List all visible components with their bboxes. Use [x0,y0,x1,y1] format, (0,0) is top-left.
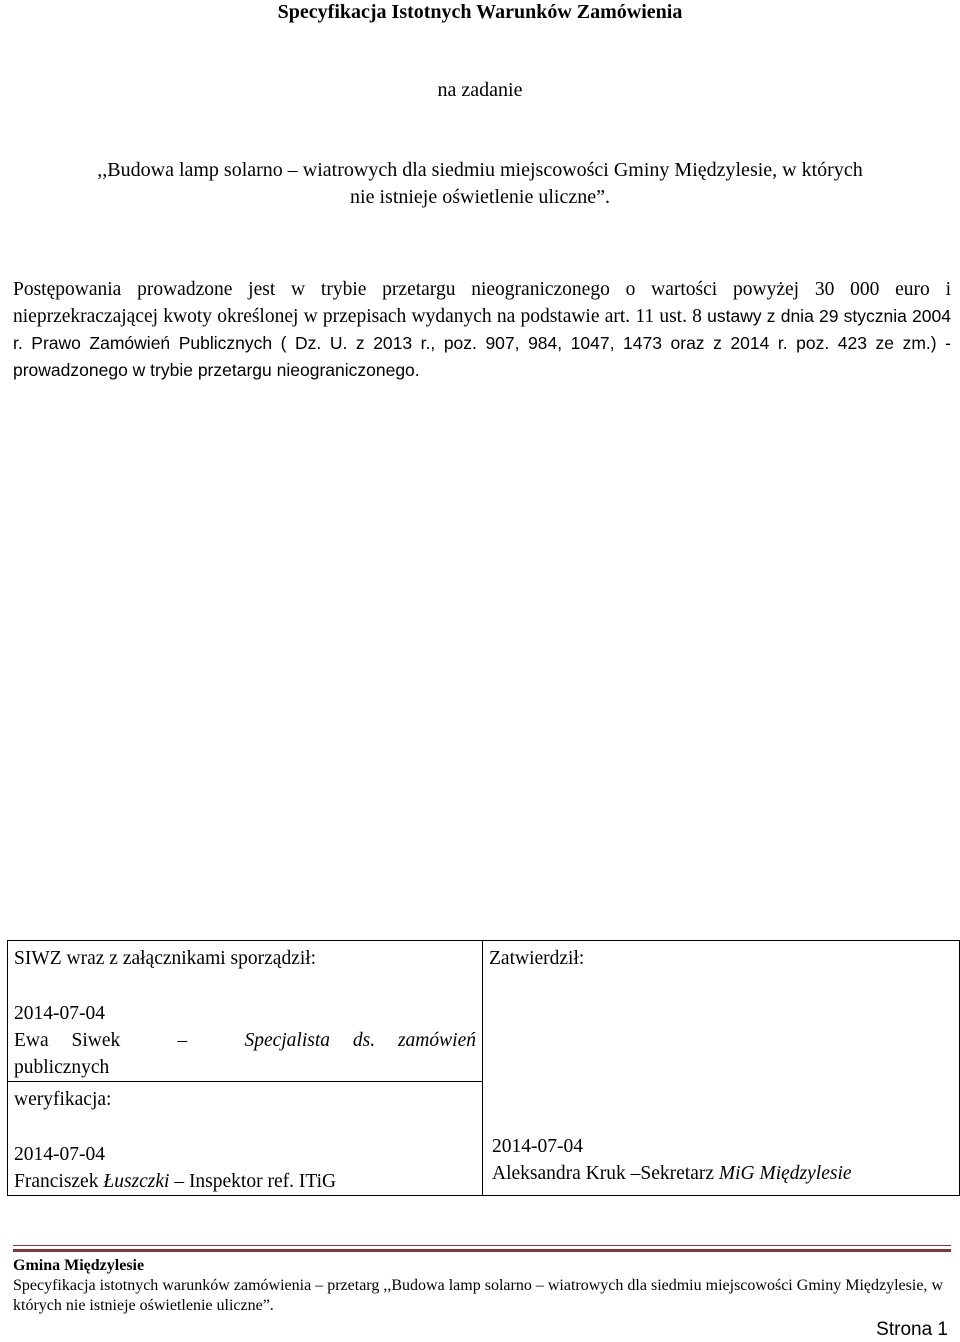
prepared-by-label: SIWZ wraz z załącznikami sporządził: [14,948,317,969]
verified-by-label: weryfikacja: [14,1089,112,1110]
page-number: Strona 1 [876,1319,948,1340]
footer-rule-thick [13,1249,951,1252]
approved-by-label: Zatwierdził: [489,948,585,969]
prepared-by-title-cont: publicznych [14,1057,110,1078]
prepared-by-name-line [14,1027,476,1054]
verified-by-date: 2014-07-04 [14,1144,105,1165]
project-name-line-2: nie istnieje oświetlenie uliczne”. [350,186,610,208]
footer-organization: Gmina Międzylesie [13,1257,145,1274]
document-subtitle: na zadanie [437,79,523,101]
procedure-description-part-2: ustawy z dnia 29 stycznia 2004 r. Prawo Zamówień Publicznych ( Dz. U. z 2013 r., poz. 907, 984, 1047, 1473 oraz z 2014 r. poz. 423 ze zm.) - prowadzonego w trybie przetargu nieograniczonego. [13,306,951,380]
approved-by-org: MiG Międzylesie [718,1163,852,1184]
procedure-description [13,276,951,384]
approved-by-date: 2014-07-04 [492,1136,583,1157]
footer-rule-thin [13,1245,951,1246]
prepared-by-dash: – [177,1030,188,1051]
verified-by-role: – Inspektor ref. ITiG [169,1171,337,1192]
project-name-line-1: ,,Budowa lamp solarno – wiatrowych dla siedmiu miejscowości Gminy Międzylesie, w których [97,159,863,181]
verified-by-cell [8,1082,483,1196]
document-title: Specyfikacja Istotnych Warunków Zamówienia [277,1,683,23]
approved-by-name: Aleksandra Kruk –Sekretarz [492,1163,719,1184]
project-name [0,157,960,211]
verified-by-last-name: Łuszczki [103,1171,170,1192]
prepared-by-cell [8,941,483,1082]
procedure-description-part-1: Postępowania prowadzone jest w trybie przetargu nieograniczonego o wartości powyżej 30 000 euro i nieprzekraczającej kwoty określonej w przepisach wydanych na podstawie art. 11 ust. 8 [13,279,951,327]
footer-description: Specyfikacja istotnych warunków zamówienia – przetarg ,,Budowa lamp solarno – wiatrowych dla siedmiu miejscowości Gminy Międzylesie, w których nie istnieje oświetlenie uliczne”. [13,1277,943,1314]
prepared-by-name: Ewa Siwek [14,1030,121,1051]
approved-by-details [492,1133,852,1187]
prepared-by-date: 2014-07-04 [14,1003,105,1024]
prepared-by-title: Specjalista ds. zamówień [244,1030,476,1051]
approved-by-name-line [492,1160,852,1187]
verified-by-name-line [14,1168,476,1195]
verified-by-first-name: Franciszek [14,1171,104,1192]
